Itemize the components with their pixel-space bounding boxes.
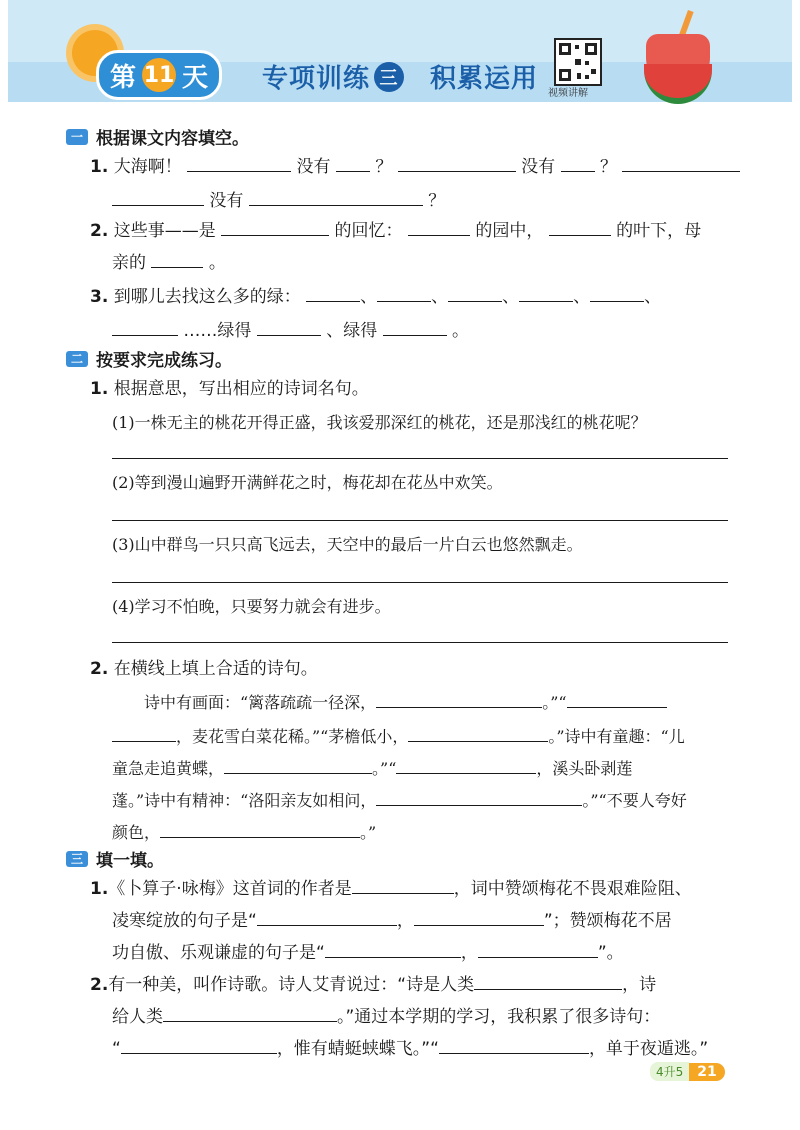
day-prefix: 第 bbox=[109, 62, 136, 93]
fill-blank[interactable] bbox=[414, 905, 544, 926]
text: “ bbox=[112, 1039, 121, 1059]
q-number: 2. bbox=[90, 975, 109, 995]
page-subtitle: 积累运用 bbox=[430, 64, 539, 94]
s2-q2-line-3 bbox=[112, 752, 742, 786]
day-badge bbox=[96, 50, 222, 100]
s3-q2-cont bbox=[112, 1000, 752, 1034]
day-number: 11 bbox=[142, 58, 176, 92]
text: ，单于夜遁逃。” bbox=[588, 1039, 709, 1059]
fill-blank[interactable] bbox=[121, 1033, 277, 1054]
fill-blank[interactable] bbox=[408, 721, 548, 742]
text: ”；赞颂梅花不居 bbox=[543, 911, 672, 931]
text: 。” bbox=[360, 823, 377, 842]
answer-line[interactable] bbox=[112, 458, 728, 459]
fill-blank[interactable] bbox=[377, 281, 431, 302]
q-number: 3. bbox=[90, 287, 109, 307]
answer-line[interactable] bbox=[112, 520, 728, 521]
s3-q2 bbox=[90, 968, 750, 1002]
text: 没有 bbox=[521, 157, 556, 177]
fill-blank[interactable] bbox=[325, 937, 461, 958]
fill-blank[interactable] bbox=[112, 721, 176, 742]
fill-blank[interactable] bbox=[622, 151, 740, 172]
grade-label: 4升5 bbox=[650, 1062, 689, 1081]
s2-q2 bbox=[90, 652, 750, 686]
fill-blank[interactable] bbox=[376, 687, 542, 708]
fill-blank[interactable] bbox=[221, 215, 329, 236]
section-1-num: 一 bbox=[66, 129, 88, 145]
section-1-title: 根据课文内容填空。 bbox=[96, 129, 249, 149]
fill-blank[interactable] bbox=[383, 315, 447, 336]
s2-q1-item-3: (3)山中群鸟一只只高飞远去，天空中的最后一片白云也悠然飘走。 bbox=[112, 535, 583, 554]
q-number: 1. bbox=[90, 157, 109, 177]
text: ……绿得 bbox=[183, 321, 252, 341]
text: 在横线上填上合适的诗句。 bbox=[113, 659, 318, 679]
text: 给人类 bbox=[112, 1007, 163, 1027]
s2-q1 bbox=[90, 372, 750, 406]
text: 。 bbox=[452, 321, 470, 341]
text: 的园中， bbox=[475, 221, 544, 241]
fill-blank[interactable] bbox=[376, 785, 582, 806]
text: 、 bbox=[573, 287, 591, 307]
s1-q1 bbox=[90, 150, 750, 184]
answer-line[interactable] bbox=[112, 642, 728, 643]
fill-blank[interactable] bbox=[163, 1001, 337, 1022]
fill-blank[interactable] bbox=[257, 905, 397, 926]
section-2-title: 按要求完成练习。 bbox=[96, 351, 232, 371]
fill-blank[interactable] bbox=[549, 215, 611, 236]
page-number bbox=[650, 1062, 725, 1081]
text: 。”“ bbox=[372, 759, 397, 778]
text: 、 bbox=[431, 287, 449, 307]
fill-blank[interactable] bbox=[249, 185, 423, 206]
text: 童急走追黄蝶， bbox=[112, 759, 225, 778]
s3-q2-cont2 bbox=[112, 1032, 752, 1066]
text: 这些事——是 bbox=[113, 221, 216, 241]
s2-q2-line-1 bbox=[144, 686, 744, 720]
text: ，麦花雪白菜花稀。”“茅檐低小， bbox=[176, 727, 409, 746]
text: 凌寒绽放的句子是“ bbox=[112, 911, 257, 931]
fill-blank[interactable] bbox=[561, 151, 595, 172]
section-3-title: 填一填。 bbox=[96, 851, 164, 871]
text: 功自傲、乐观谦虚的句子是“ bbox=[112, 943, 325, 963]
text: 颜色， bbox=[112, 823, 161, 842]
s3-q1-cont2 bbox=[112, 936, 752, 970]
s1-q3 bbox=[90, 280, 750, 314]
fill-blank[interactable] bbox=[257, 315, 321, 336]
text: 、 bbox=[502, 287, 520, 307]
page-number-value: 21 bbox=[689, 1063, 724, 1081]
text: ，惟有蜻蜓蛱蝶飞。”“ bbox=[276, 1039, 439, 1059]
text: 、 bbox=[644, 287, 662, 307]
page-title bbox=[262, 58, 404, 95]
text: 。 bbox=[208, 253, 226, 273]
text: 大海啊！ bbox=[113, 157, 182, 177]
text: ， bbox=[396, 911, 414, 931]
s1-q2-cont bbox=[112, 246, 752, 280]
text: 《卜算子·咏梅》这首词的作者是 bbox=[108, 879, 352, 899]
text: ？ bbox=[599, 157, 617, 177]
text: ， bbox=[460, 943, 478, 963]
text: 、绿得 bbox=[326, 321, 378, 341]
section-2-num: 二 bbox=[66, 351, 88, 367]
text: 。”“不要人夸好 bbox=[582, 791, 687, 810]
text: 根据意思，写出相应的诗词名句。 bbox=[113, 379, 369, 399]
s2-q2-line-2 bbox=[112, 720, 742, 754]
fill-blank[interactable] bbox=[408, 215, 470, 236]
q-number: 2. bbox=[90, 221, 109, 241]
s2-q1-item-4: (4)学习不怕晚，只要努力就会有进步。 bbox=[112, 597, 391, 616]
text: 。”“ bbox=[542, 693, 567, 712]
section-1-heading bbox=[66, 124, 249, 149]
fill-blank[interactable] bbox=[478, 937, 598, 958]
text: 蓬。”诗中有精神：“洛阳亲友如相问， bbox=[112, 791, 377, 810]
text: ？ bbox=[375, 157, 393, 177]
fill-blank[interactable] bbox=[519, 281, 573, 302]
text: 的叶下，母 bbox=[616, 221, 702, 241]
fill-blank[interactable] bbox=[187, 151, 291, 172]
q-number: 1. bbox=[90, 379, 109, 399]
text: ，溪头卧剥莲 bbox=[536, 759, 633, 778]
fill-blank[interactable] bbox=[151, 247, 203, 268]
s1-q3-cont bbox=[112, 314, 752, 348]
fill-blank[interactable] bbox=[590, 281, 644, 302]
section-2-heading bbox=[66, 346, 232, 371]
qr-code-icon[interactable] bbox=[554, 38, 602, 86]
fill-blank[interactable] bbox=[160, 817, 360, 838]
fill-blank[interactable] bbox=[396, 753, 536, 774]
fill-blank[interactable] bbox=[112, 315, 178, 336]
text: ”。 bbox=[597, 943, 624, 963]
s1-q2 bbox=[90, 214, 750, 248]
text: 没有 bbox=[209, 191, 244, 211]
answer-line[interactable] bbox=[112, 582, 728, 583]
q-number: 2. bbox=[90, 659, 109, 679]
text: 有一种美，叫作诗歌。诗人艾青说过：“诗是人类 bbox=[108, 975, 475, 995]
fill-blank[interactable] bbox=[306, 281, 360, 302]
s2-q2-line-5 bbox=[112, 816, 742, 850]
fill-blank[interactable] bbox=[398, 151, 516, 172]
s3-q1 bbox=[90, 872, 750, 906]
section-3-num: 三 bbox=[66, 851, 88, 867]
text: 亲的 bbox=[112, 253, 146, 273]
section-3-heading bbox=[66, 846, 164, 871]
fill-blank[interactable] bbox=[352, 873, 454, 894]
text: 。”通过本学期的学习，我积累了很多诗句： bbox=[337, 1007, 661, 1027]
s2-q1-item-1: (1)一株无主的桃花开得正盛，我该爱那深红的桃花，还是那浅红的桃花呢？ bbox=[112, 413, 647, 432]
fill-blank[interactable] bbox=[439, 1033, 589, 1054]
title-left: 专项训练 bbox=[262, 64, 371, 94]
text: 诗中有画面：“篱落疏疏一径深， bbox=[144, 693, 377, 712]
fill-blank[interactable] bbox=[448, 281, 502, 302]
text: 到哪儿去找这么多的绿： bbox=[113, 287, 301, 307]
text: 、 bbox=[360, 287, 378, 307]
day-suffix: 天 bbox=[182, 62, 209, 93]
fill-blank[interactable] bbox=[112, 185, 204, 206]
s3-q1-cont bbox=[112, 904, 752, 938]
fill-blank[interactable] bbox=[336, 151, 370, 172]
text: 的回忆： bbox=[334, 221, 403, 241]
text: ？ bbox=[428, 191, 446, 211]
text: ，诗 bbox=[622, 975, 657, 995]
s2-q2-line-4 bbox=[112, 784, 742, 818]
fill-blank[interactable] bbox=[224, 753, 372, 774]
s1-q1-cont bbox=[112, 184, 752, 218]
title-num: 三 bbox=[374, 62, 404, 92]
text: 。”诗中有童趣：“儿 bbox=[548, 727, 685, 746]
text: ，词中赞颂梅花不畏艰难险阻、 bbox=[453, 879, 692, 899]
text: 没有 bbox=[296, 157, 331, 177]
fill-blank[interactable] bbox=[567, 687, 667, 708]
fill-blank[interactable] bbox=[474, 969, 622, 990]
s2-q1-item-2: (2)等到漫山遍野开满鲜花之时，梅花却在花丛中欢笑。 bbox=[112, 473, 503, 492]
qr-label: 视频讲解 bbox=[548, 88, 588, 99]
q-number: 1. bbox=[90, 879, 109, 899]
